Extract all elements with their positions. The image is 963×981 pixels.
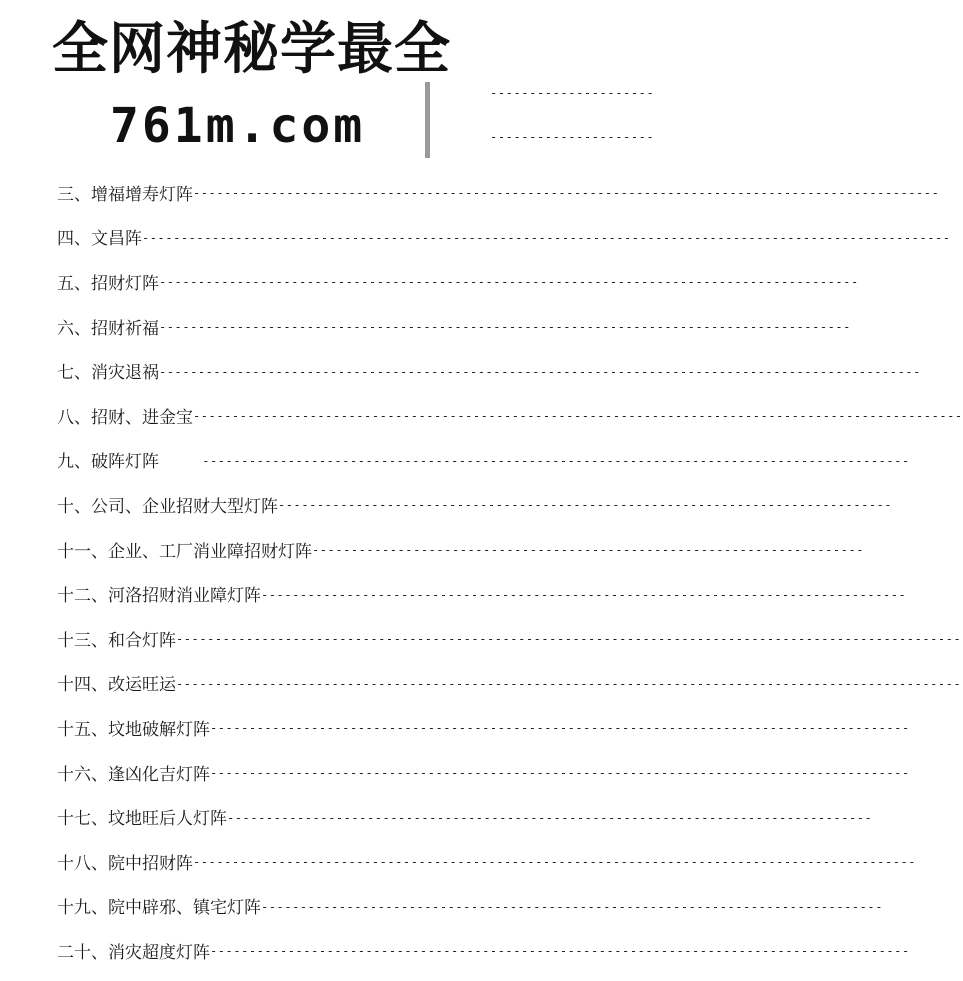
toc-entry-leader: --------------------------------------------------------------------------------------------- xyxy=(193,855,917,870)
toc-entry-number: 十五、 xyxy=(57,719,108,740)
toc-entry-number: 九、 xyxy=(57,452,91,473)
toc-entry-leader: ------------------------------------------------------------------------------------------ xyxy=(159,275,859,290)
toc-entry-leader: --------------------------------------------------------------------------------------------------- xyxy=(193,409,963,424)
toc-entry-leader: ------------------------------------------------------------------------------- xyxy=(278,498,893,513)
toc-entry[interactable] xyxy=(57,839,917,884)
toc-entry-number: 二十、 xyxy=(57,942,108,963)
toc-entry-number: 四、 xyxy=(57,229,91,250)
toc-entry[interactable] xyxy=(57,616,962,661)
toc-entry-number: 六、 xyxy=(57,318,91,339)
toc-entry-leader: ------------------------------------------------------------------------------------------ xyxy=(210,721,910,736)
toc-entry-leader: ------------------------------------------------------------------------------------------ xyxy=(210,944,910,959)
toc-entry-title: 招财灯阵 xyxy=(91,273,159,294)
toc-entry[interactable] xyxy=(57,571,907,616)
toc-entry[interactable] xyxy=(57,884,883,929)
toc-entry[interactable] xyxy=(57,705,910,750)
toc-entry[interactable] xyxy=(57,170,940,215)
toc-entry[interactable] xyxy=(57,928,910,973)
toc-entry[interactable] xyxy=(57,215,951,260)
toc-entry-title: 文昌阵 xyxy=(91,229,142,250)
toc-entry[interactable] xyxy=(57,661,962,706)
toc-entry[interactable] xyxy=(57,750,910,795)
toc-entry-title: 消灾超度灯阵 xyxy=(108,942,210,963)
toc-entry-title: 改运旺运 xyxy=(108,675,176,696)
toc-entry-number: 十一、 xyxy=(57,541,108,562)
toc-entry[interactable] xyxy=(57,438,910,483)
toc-entry[interactable] xyxy=(57,304,851,349)
toc-entry-leader: ----------------------------------------------------------------------------------------------------- xyxy=(176,676,962,691)
toc-entry-leader: ----------------------------------------------------------------------- xyxy=(312,543,864,558)
toc-entry-title: 消灾退祸 xyxy=(91,363,159,384)
watermark-title: 全网神秘学最全 xyxy=(52,17,451,82)
toc-entry-leader: ----------------------------------------------------------------------------------- xyxy=(261,587,907,602)
toc-entry-number: 十、 xyxy=(57,496,91,517)
toc-entry-title: 破阵灯阵 xyxy=(91,452,203,473)
toc-entry-leader: ----------------------------------------------------------------------------------------------------- xyxy=(176,632,962,647)
toc-entry-number: 八、 xyxy=(57,407,91,428)
toc-entry[interactable] xyxy=(57,259,859,304)
toc-entry-number: 十三、 xyxy=(57,630,108,651)
watermark-divider xyxy=(425,82,430,158)
toc-entry-title: 招财祈福 xyxy=(91,318,159,339)
toc-entry-number: 十六、 xyxy=(57,764,108,785)
toc-entry-number: 三、 xyxy=(57,184,91,205)
toc-entry[interactable] xyxy=(57,482,893,527)
toc-entry-leader: ------------------------------------------------------------------------------------------ xyxy=(210,766,910,781)
toc-entry-number: 十二、 xyxy=(57,586,108,607)
toc-entry-title: 企业、工厂消业障招财灯阵 xyxy=(108,541,312,562)
toc-entry-leader: ----------------------------------------------------------------------------------- xyxy=(227,810,873,825)
table-of-contents xyxy=(57,170,963,973)
toc-entry-number: 十四、 xyxy=(57,675,108,696)
toc-entry-leader: ------------------------------------------------------------------------------------------- xyxy=(202,453,910,468)
toc-entry[interactable] xyxy=(57,527,864,572)
toc-entry-number: 十七、 xyxy=(57,809,108,830)
toc-entry-leader: -------------------------------------------------------------------------------------------------------- xyxy=(142,230,951,245)
toc-entry[interactable] xyxy=(57,393,963,438)
toc-entry-title: 和合灯阵 xyxy=(108,630,176,651)
toc-entry-title: 坟地破解灯阵 xyxy=(108,719,210,740)
toc-entry-title: 招财、进金宝 xyxy=(91,407,193,428)
toc-entry-number: 五、 xyxy=(57,273,91,294)
toc-entry-title: 坟地旺后人灯阵 xyxy=(108,809,227,830)
toc-entry-leader: ------------------------------------------------------------------------------------------------ xyxy=(193,186,940,201)
toc-entry-title: 院中辟邪、镇宅灯阵 xyxy=(108,898,261,919)
toc-leader-partial: --------------------- xyxy=(490,130,655,144)
toc-entry-leader: -------------------------------------------------------------------------------------------------- xyxy=(159,364,921,379)
toc-entry-title: 河洛招财消业障灯阵 xyxy=(108,586,261,607)
toc-entry-title: 公司、企业招财大型灯阵 xyxy=(91,496,278,517)
toc-entry-title: 院中招财阵 xyxy=(108,853,193,874)
toc-entry-number: 十八、 xyxy=(57,853,108,874)
toc-entry[interactable] xyxy=(57,794,873,839)
watermark-logo xyxy=(40,12,488,162)
toc-entry-title: 逢凶化吉灯阵 xyxy=(108,764,210,785)
toc-entry-number: 十九、 xyxy=(57,898,108,919)
watermark-url: 761m.com xyxy=(110,98,366,154)
toc-leader-partial: --------------------- xyxy=(490,86,655,100)
toc-entry[interactable] xyxy=(57,348,921,393)
toc-entry-leader: ----------------------------------------------------------------------------------------- xyxy=(159,320,851,335)
toc-entry-number: 七、 xyxy=(57,363,91,384)
toc-entry-leader: -------------------------------------------------------------------------------- xyxy=(261,899,883,914)
toc-entry-title: 增福增寿灯阵 xyxy=(91,184,193,205)
